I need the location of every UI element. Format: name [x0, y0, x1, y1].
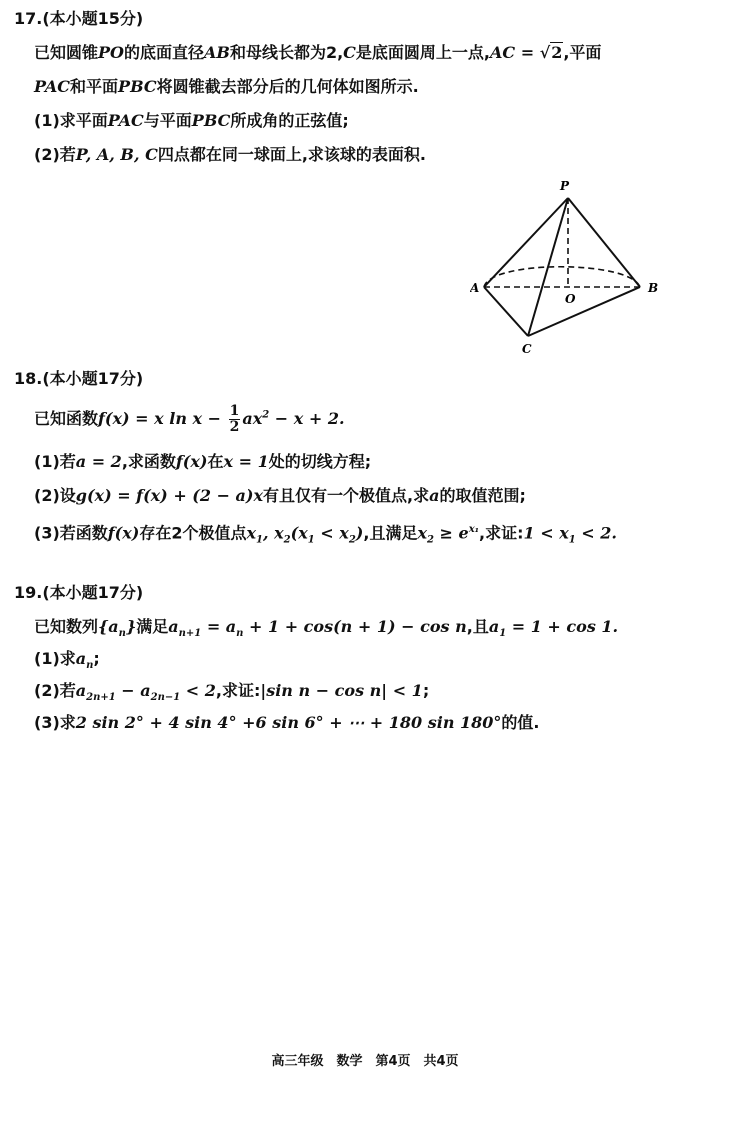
- math-rest: − x + 2.: [269, 409, 345, 428]
- q17-line1: [34, 42, 601, 64]
- text: ,且: [466, 617, 489, 636]
- math-C: C: [343, 43, 356, 62]
- math: x = 1: [223, 452, 269, 471]
- text: 已知圆锥: [34, 43, 99, 62]
- math-ax: ax: [242, 409, 263, 428]
- base-ellipse-back-arc: [484, 267, 640, 287]
- label-A: A: [470, 281, 480, 295]
- text: 在: [207, 452, 224, 471]
- q17-header: 17.(本小题15分): [14, 9, 144, 28]
- text: (2)若: [34, 145, 76, 164]
- text: (3)若函数: [34, 523, 108, 543]
- subscript: n: [86, 660, 94, 672]
- math: 1 < x: [523, 523, 569, 543]
- math: ): [355, 523, 364, 543]
- label-C: C: [522, 342, 532, 356]
- q18-line1: [34, 404, 345, 435]
- numerator: 1: [229, 403, 240, 419]
- math-PAC: PAC: [34, 77, 71, 96]
- text: 处的切线方程;: [268, 452, 372, 471]
- math-PAC: PAC: [107, 111, 144, 130]
- text: (3)求: [34, 713, 76, 732]
- q17-part2: [34, 144, 426, 166]
- math: x: [246, 523, 257, 543]
- edge-CB: [528, 287, 640, 336]
- text: 与平面: [143, 111, 192, 130]
- math: a: [75, 649, 87, 668]
- math: a = 2: [75, 452, 122, 471]
- math: |sin n − cos n| < 1: [260, 681, 423, 700]
- q18-part3: [34, 519, 617, 552]
- label-B: B: [648, 281, 659, 295]
- math: = 1 + cos 1.: [506, 617, 619, 636]
- math: {a: [98, 617, 119, 636]
- math-PBC: PBC: [191, 111, 231, 130]
- text: (2)若: [34, 681, 76, 700]
- subscript: 1: [256, 534, 263, 546]
- math: < 2: [180, 681, 216, 700]
- text: ,求函数: [121, 452, 176, 471]
- math: x: [417, 523, 427, 543]
- math-eq: =: [515, 43, 540, 62]
- subscript: 1: [307, 534, 315, 546]
- text: ;: [93, 649, 100, 668]
- q18-part1: [34, 451, 371, 473]
- q17-part1: [34, 110, 349, 132]
- text: 满足: [136, 617, 169, 636]
- q17-line2: [34, 76, 419, 98]
- text: ;: [422, 681, 430, 700]
- exponent: 2: [262, 409, 270, 421]
- denominator: 2: [229, 419, 240, 435]
- subscript: n+1: [178, 628, 202, 640]
- subscript: 2: [348, 534, 356, 546]
- edge-AC: [484, 287, 528, 336]
- q19-line1: [34, 616, 618, 645]
- text: 将圆锥截去部分后的几何体如图所示.: [156, 77, 419, 96]
- q19-part3: [34, 712, 540, 734]
- text: 是底面圆周上一点,: [355, 43, 490, 62]
- math: a: [429, 486, 440, 505]
- math: }: [125, 617, 137, 636]
- subscript: 2n+1: [86, 692, 116, 704]
- math: (x: [290, 523, 308, 543]
- text: 的取值范围;: [439, 486, 526, 505]
- text: 已知数列: [34, 617, 99, 636]
- text: 有且仅有一个极值点,求: [263, 486, 430, 505]
- math-AC: AC: [489, 43, 516, 62]
- math: ≥ e: [433, 523, 469, 543]
- cone-figure: [470, 176, 670, 358]
- math: + 1 + cos(n + 1) − cos n: [243, 617, 467, 636]
- q18-part2: [34, 485, 526, 507]
- fraction-one-half: [229, 404, 241, 435]
- math: f(x): [175, 452, 208, 471]
- math: a: [75, 681, 87, 700]
- q19-part1: [34, 648, 100, 677]
- page-footer: 高三年级 数学 第4页 共4页: [271, 1054, 459, 1069]
- subscript: 2: [427, 534, 434, 546]
- subscript: 1: [499, 628, 507, 640]
- subscript: n: [236, 628, 244, 640]
- subscript: 2n−1: [150, 692, 181, 704]
- math: < 2.: [575, 523, 617, 543]
- text: ,平面: [563, 43, 602, 62]
- math: < x: [314, 523, 349, 543]
- math-AB: AB: [204, 43, 230, 62]
- superscript: x₁: [468, 524, 480, 535]
- text: 所成角的正弦值;: [230, 111, 349, 130]
- math: − a: [115, 681, 151, 700]
- math: = a: [201, 617, 237, 636]
- subscript: 2: [283, 534, 291, 546]
- math: a: [488, 617, 500, 636]
- text: 和母线长都为2,: [229, 43, 344, 62]
- text: 存在2个极值点: [139, 523, 247, 543]
- text: ,且满足: [363, 523, 418, 543]
- math-PO: PO: [98, 43, 124, 62]
- text: 和平面: [70, 77, 119, 96]
- radicand: 2: [551, 43, 563, 62]
- edge-PB: [568, 198, 640, 287]
- text: (1)求: [34, 649, 76, 668]
- math: 2 sin 2° + 4 sin 4° +6 sin 6° + ⋯ + 180 sin 180°: [75, 713, 502, 732]
- text: 四点都在同一球面上,求该球的表面积.: [157, 145, 426, 164]
- math: g(x) = f(x) + (2 − a)x: [75, 486, 264, 505]
- text: 已知函数: [34, 409, 99, 428]
- math: a: [168, 617, 179, 636]
- math-points: P, A, B, C: [75, 145, 158, 164]
- text: ,求证:: [479, 523, 524, 543]
- label-P: P: [560, 179, 570, 193]
- math: f(x): [107, 523, 140, 543]
- q19-part2: [34, 680, 429, 709]
- q18-header: 18.(本小题17分): [14, 369, 144, 388]
- math-PBC: PBC: [118, 77, 157, 96]
- math: , x: [262, 523, 284, 543]
- text: (1)若: [34, 452, 76, 471]
- text: 的值.: [501, 713, 540, 732]
- subscript: 1: [568, 534, 576, 546]
- radical-sign: √: [539, 43, 551, 62]
- q19-header: 19.(本小题17分): [14, 583, 144, 602]
- label-O: O: [565, 292, 576, 306]
- math-f-def: f(x) = x ln x −: [98, 409, 227, 428]
- text: (1)求平面: [34, 111, 108, 130]
- text: 的底面直径: [123, 43, 204, 62]
- text: ,求证:: [215, 681, 261, 700]
- subscript: n: [118, 628, 126, 640]
- sqrt-two: [540, 42, 564, 62]
- text: (2)设: [34, 486, 76, 505]
